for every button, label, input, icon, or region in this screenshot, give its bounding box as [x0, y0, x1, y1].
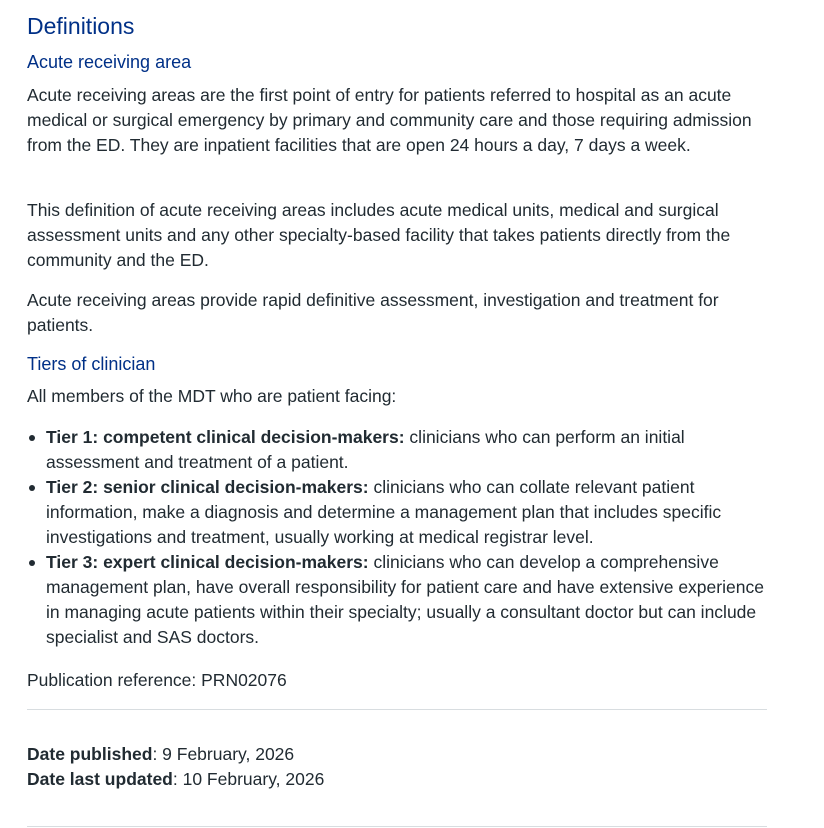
divider: [27, 709, 767, 710]
acute-area-paragraph-1: Acute receiving areas are the first point of entry for patients referred to hospital as an acute medical or surgical emergency by primary and community care and those requiring admission from the ED. They are inpatient facilities that are open 24 hours a day, 7 days a week.: [27, 85, 752, 155]
tiers-list: [27, 425, 767, 650]
definitions-heading: Definitions: [27, 13, 135, 39]
list-item-tier-1: [27, 425, 767, 475]
tier-2-text: clinicians who can collate relevant patient information, make a diagnosis and determine a management plan that includes specific investigations and treatment, usually working at medical registrar level.: [46, 477, 722, 547]
date-last-updated: [27, 767, 324, 792]
date-published-label: Date published: [27, 744, 153, 764]
bullet-icon: [29, 435, 35, 441]
date-published-value: : 9 February, 2026: [152, 744, 295, 764]
date-updated-label: Date last updated: [27, 769, 173, 789]
date-updated-value: : 10 February, 2026: [172, 769, 325, 789]
acute-receiving-area-heading: Acute receiving area: [27, 52, 192, 72]
list-item-tier-3: [27, 550, 767, 650]
acute-area-paragraph-2: This definition of acute receiving areas includes acute medical units, medical and surgical assessment units and any other specialty-based facility that takes patients directly from the community and the ED.: [27, 200, 731, 270]
bullet-icon: [29, 485, 35, 491]
tiers-of-clinician-heading: Tiers of clinician: [27, 354, 156, 374]
publication-reference: Publication reference: PRN02076: [27, 670, 287, 690]
tier-3-label: Tier 3: expert clinical decision-makers:: [46, 552, 369, 572]
bullet-icon: [29, 560, 35, 566]
acute-area-paragraph-3: Acute receiving areas provide rapid definitive assessment, investigation and treatment for patients.: [27, 290, 719, 335]
tier-3-text: clinicians who can develop a comprehensive management plan, have overall responsibility for patient care and have extensive experience in managing acute patients within their specialty; usually a consultant doctor but can include specialist and SAS doctors.: [46, 552, 764, 647]
tiers-intro: All members of the MDT who are patient facing:: [27, 386, 397, 406]
tier-1-text: clinicians who can perform an initial assessment and treatment of a patient.: [46, 427, 685, 472]
tier-1-label: Tier 1: competent clinical decision-makers:: [46, 427, 405, 447]
tier-2-label: Tier 2: senior clinical decision-makers:: [46, 477, 369, 497]
list-item-tier-2: [27, 475, 767, 550]
date-published: [27, 742, 294, 767]
divider: [27, 826, 767, 827]
